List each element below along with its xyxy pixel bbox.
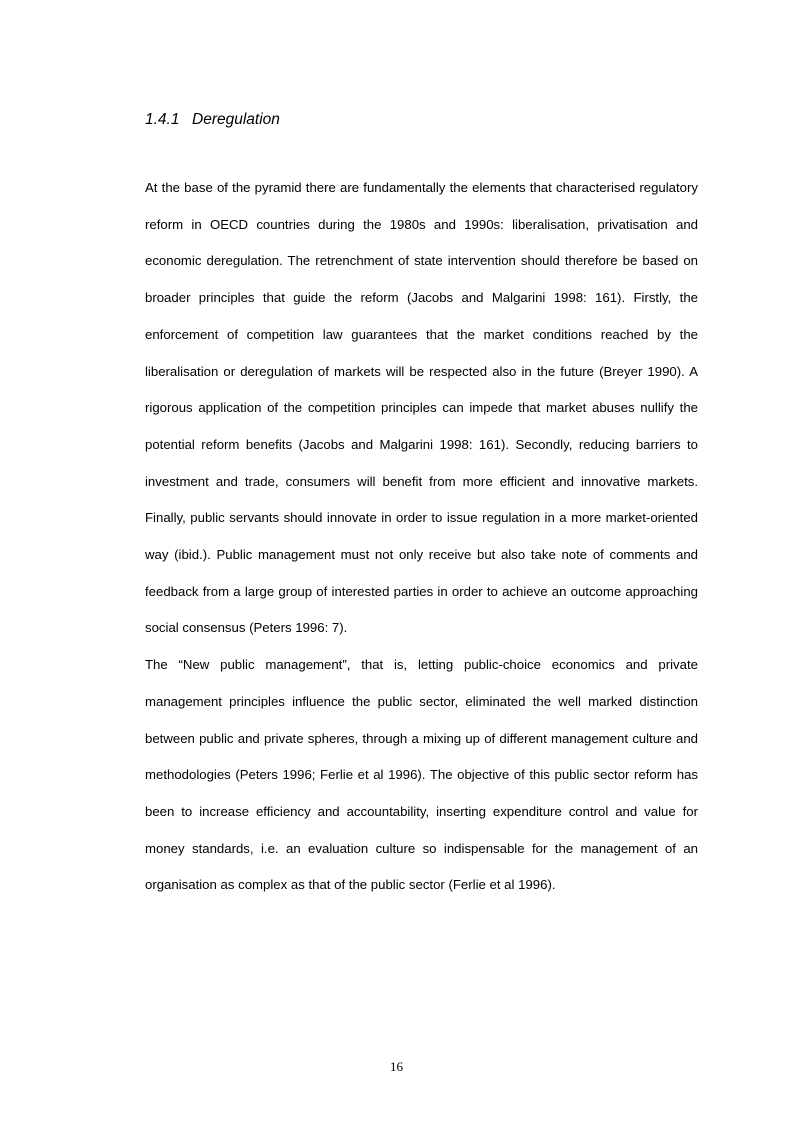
- paragraph-new-public-management: The “New public management”, that is, letting public-choice economics and private management principles influence the public sector, eliminated the well marked distinction between public and private spheres, through a mixing up of different management culture and methodologies (Peters 1996; Ferlie et al 1996). The objective of this public sector reform has been to increase efficiency and accountability, inserting expenditure control and value for money standards, i.e. an evaluation culture so indispensable for the management of an organisation as complex as that of the public sector (Ferlie et al 1996).: [145, 657, 698, 893]
- section-heading: [145, 111, 280, 129]
- page-number: 16: [390, 1059, 403, 1074]
- body-text: [145, 170, 698, 904]
- section-title: Deregulation: [192, 111, 280, 128]
- section-number: 1.4.1: [145, 111, 180, 128]
- paragraph-deregulation-principles: At the base of the pyramid there are fundamentally the elements that characterised regulatory reform in OECD countries during the 1980s and 1990s: liberalisation, privatisation and economic deregulation. The retrenchment of state intervention should therefore be based on broader principles that guide the reform (Jacobs and Malgarini 1998: 161). Firstly, the enforcement of competition law guarantees that the market conditions reached by the liberalisation or deregulation of markets will be respected also in the future (Breyer 1990). A rigorous application of the competition principles can impede that market abuses nullify the potential reform benefits (Jacobs and Malgarini 1998: 161). Secondly, reducing barriers to investment and trade, consumers will benefit from more efficient and innovative markets. Finally, public servants should innovate in order to issue regulation in a more market-oriented way (ibid.). Public management must not only receive but also take note of comments and feedback from a large group of interested parties in order to achieve an outcome approaching social consensus (Peters 1996: 7).: [145, 180, 698, 636]
